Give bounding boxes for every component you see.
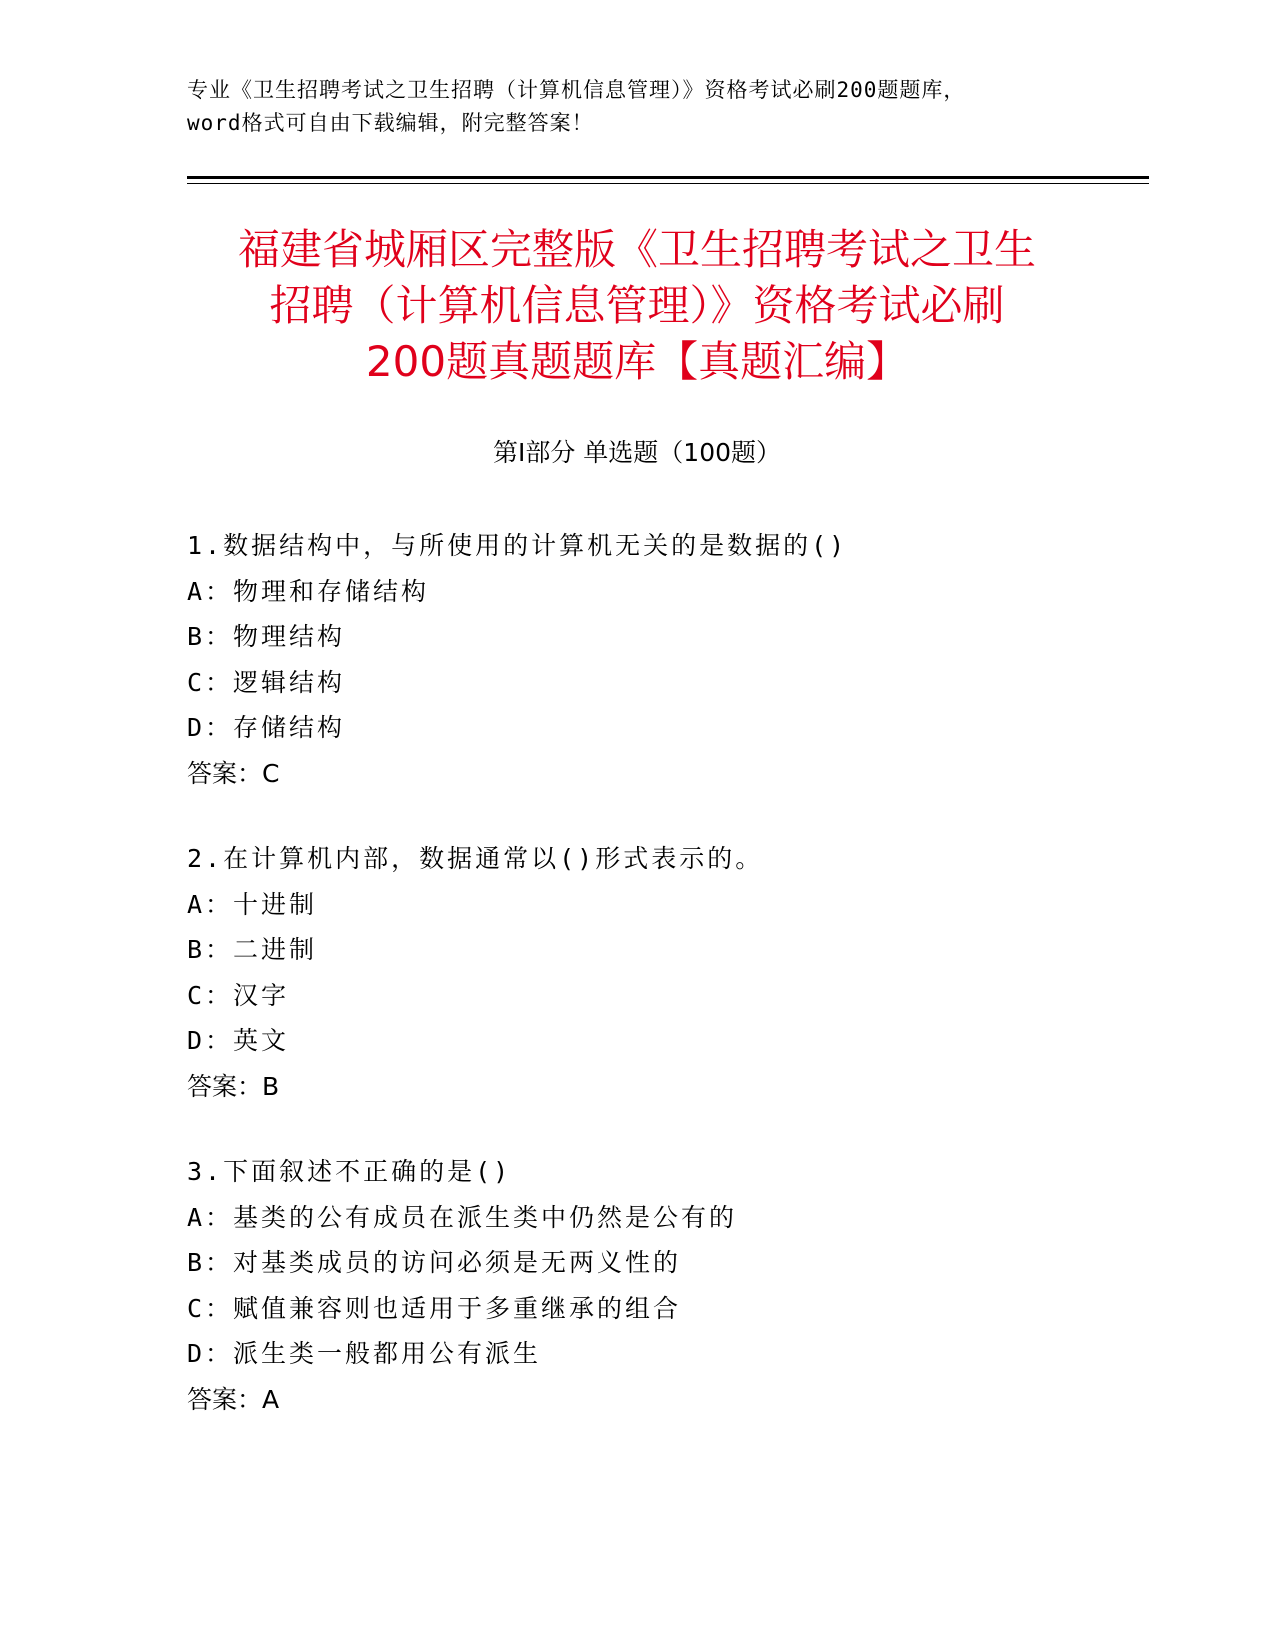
option-c: C：赋值兼容则也适用于多重继承的组合: [187, 1293, 682, 1323]
header-note-line-1: 专业《卫生招聘考试之卫生招聘（计算机信息管理）》资格考试必刷200题题库，: [187, 78, 966, 102]
question-text: 1.数据结构中，与所使用的计算机无关的是数据的(): [187, 531, 848, 560]
title-line-3: 200题真题题库【真题汇编】: [365, 337, 909, 386]
document-header-note: [187, 74, 1087, 140]
question-item: [187, 836, 1147, 1109]
option-d: D：派生类一般都用公有派生: [187, 1339, 542, 1368]
question-text: 2.在计算机内部，数据通常以()形式表示的。: [187, 844, 764, 873]
option-c: C：逻辑结构: [187, 667, 346, 697]
header-divider-thin: [187, 183, 1149, 184]
option-d: D：存储结构: [187, 713, 346, 742]
question-item: [187, 1149, 1147, 1422]
answer-text: 答案：C: [187, 758, 280, 788]
option-a: A：物理和存储结构: [187, 576, 430, 606]
question-text: 3.下面叙述不正确的是(): [187, 1157, 512, 1186]
title-line-2: 招聘（计算机信息管理）》资格考试必刷: [269, 281, 1005, 330]
header-note-line-2: word格式可自由下载编辑，附完整答案！: [187, 111, 594, 135]
answer-text: 答案：A: [187, 1384, 280, 1414]
option-b: B：二进制: [187, 935, 318, 964]
header-divider-thick: [187, 176, 1149, 179]
option-a: A：十进制: [187, 889, 318, 919]
option-b: B：物理结构: [187, 622, 346, 651]
option-c: C：汉字: [187, 980, 290, 1010]
option-d: D：英文: [187, 1026, 290, 1055]
question-item: [187, 523, 1147, 796]
option-a: A：基类的公有成员在派生类中仍然是公有的: [187, 1202, 738, 1232]
question-list: [187, 523, 1147, 1462]
section-heading: 第I部分 单选题（100题）: [492, 438, 782, 467]
title-line-1: 福建省城厢区完整版《卫生招聘考试之卫生: [237, 225, 1036, 274]
answer-text: 答案：B: [187, 1071, 280, 1101]
document-title: [187, 222, 1087, 390]
option-b: B：对基类成员的访问必须是无两义性的: [187, 1248, 682, 1277]
